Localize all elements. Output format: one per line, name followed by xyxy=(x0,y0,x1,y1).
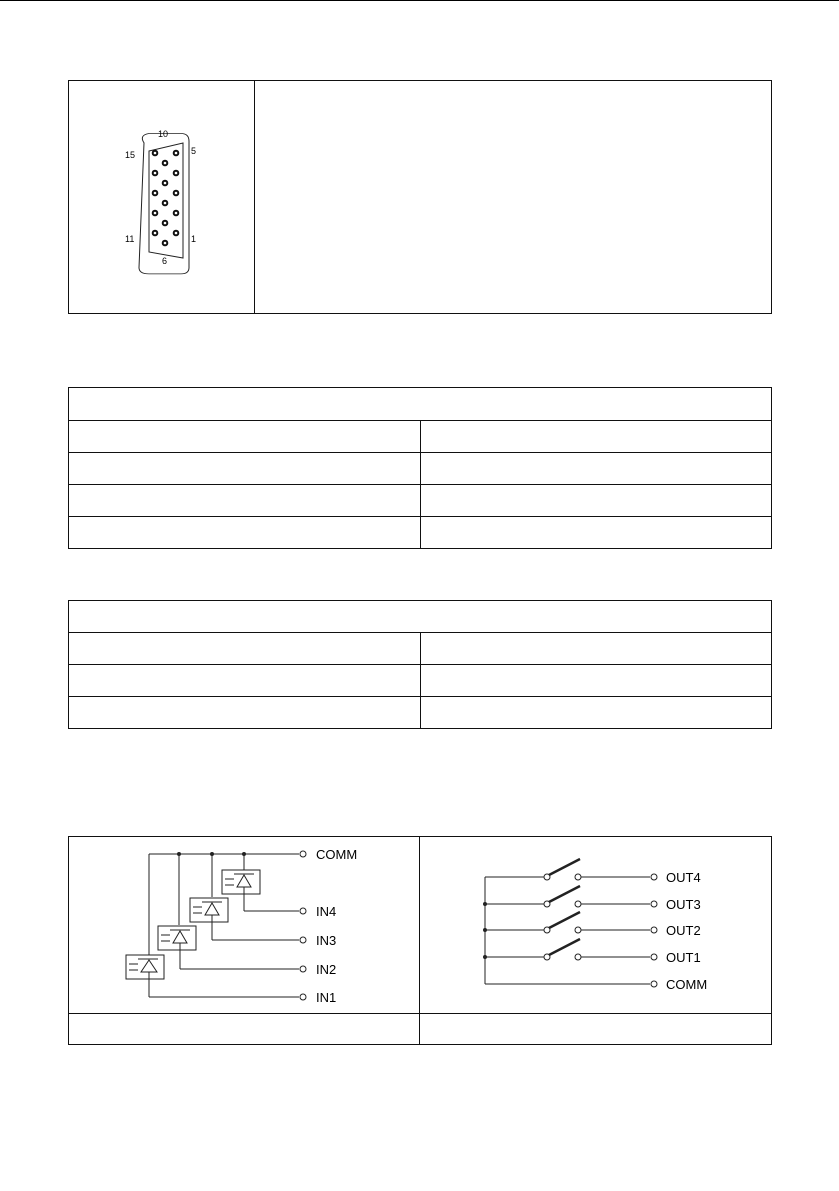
table-row xyxy=(69,697,772,729)
connector-divider xyxy=(254,81,255,313)
connector-box xyxy=(68,80,772,314)
table-cell xyxy=(420,453,772,485)
label-out4: OUT4 xyxy=(666,870,701,885)
table-row xyxy=(69,633,772,665)
table-cell xyxy=(420,421,772,453)
table-cell xyxy=(69,421,421,453)
table-cell xyxy=(420,485,772,517)
table-title-row xyxy=(69,388,772,421)
table-cell xyxy=(69,633,421,665)
table-row xyxy=(69,665,772,697)
table-title-row xyxy=(69,601,772,633)
label-out3: OUT3 xyxy=(666,897,701,912)
pin-label-10: 10 xyxy=(158,129,169,139)
table-row xyxy=(69,453,772,485)
table-cell xyxy=(69,517,421,549)
label-comm: COMM xyxy=(316,847,358,862)
pin-label-1: 1 xyxy=(191,234,197,244)
table-title xyxy=(69,601,772,633)
table-cell xyxy=(420,633,772,665)
input-diagram-caption xyxy=(69,1014,419,1045)
table-cell xyxy=(420,697,772,729)
pin-label-5: 5 xyxy=(191,146,197,156)
schematic-box xyxy=(68,836,772,1045)
outputs-table xyxy=(68,600,772,729)
input-circuit-diagram xyxy=(69,837,419,1013)
table-row xyxy=(69,421,772,453)
table-cell xyxy=(69,485,421,517)
table-row xyxy=(69,485,772,517)
label-in1: IN1 xyxy=(316,990,337,1005)
table-title xyxy=(69,388,772,421)
inputs-table xyxy=(68,387,772,549)
pins xyxy=(153,151,179,246)
label-out1: OUT1 xyxy=(666,950,701,965)
output-diagram-caption xyxy=(420,1014,772,1045)
table-row xyxy=(69,517,772,549)
pin-label-11: 11 xyxy=(125,234,135,244)
pin-label-15: 15 xyxy=(125,150,136,160)
table-cell xyxy=(420,665,772,697)
table-cell xyxy=(69,665,421,697)
table-cell xyxy=(420,517,772,549)
page-top-rule xyxy=(0,0,839,1)
label-in2: IN2 xyxy=(316,962,337,977)
label-output-comm: COMM xyxy=(666,977,708,992)
label-in3: IN3 xyxy=(316,933,337,948)
table-cell xyxy=(69,697,421,729)
label-out2: OUT2 xyxy=(666,923,701,938)
label-in4: IN4 xyxy=(316,904,337,919)
table-cell xyxy=(69,453,421,485)
output-circuit-diagram xyxy=(420,837,772,1013)
db15-connector-drawing xyxy=(109,121,219,281)
pin-label-6: 6 xyxy=(162,256,168,266)
